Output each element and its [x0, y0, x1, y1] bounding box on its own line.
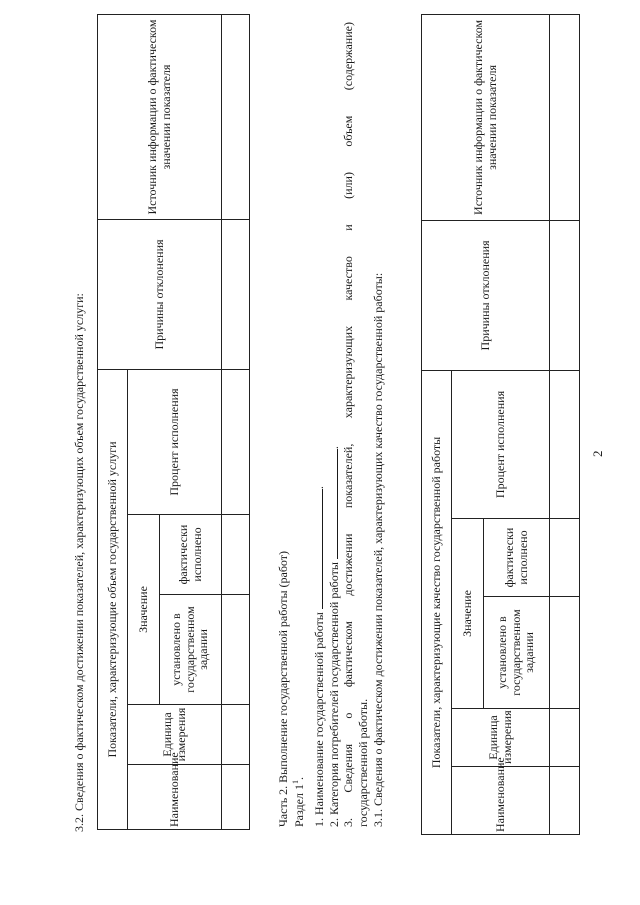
table2-cell — [550, 370, 580, 518]
item-3-word: (или) — [341, 172, 355, 199]
table1-group-header: Показатели, характеризующие объем государственной услуги — [98, 370, 128, 830]
table1-col-name: Наименование — [128, 765, 222, 830]
table1-cell — [222, 705, 250, 765]
table1-cell — [222, 15, 250, 220]
item-3-word: и — [341, 224, 355, 231]
table1-col-source: Источник информации о фактическом значении показателя — [98, 15, 222, 220]
table2-col-unit: Единица измерения — [452, 709, 550, 767]
item-2: 2. Категория потребителей государственной работы . — [327, 446, 341, 827]
table1-cell — [222, 220, 250, 370]
quality-indicators-table — [421, 14, 580, 835]
table1-cell — [222, 515, 250, 595]
table2-col-planned: установлено в государственном задании — [484, 597, 550, 709]
item-3-word: (содержание) — [341, 22, 355, 91]
page-number: 2 — [590, 450, 605, 457]
table2-cell — [550, 597, 580, 709]
table2-cell — [550, 709, 580, 767]
table2-col-reasons: Причины отклонения — [422, 220, 550, 370]
table1-cell — [222, 595, 250, 705]
section-label: Раздел $1^1$. — [291, 777, 306, 827]
table2-group-header: Показатели, характеризующие качество государственной работы — [422, 370, 452, 834]
item-3-word: 3. — [341, 818, 355, 827]
item-3-line-1 — [341, 22, 356, 827]
item-3-line-2: государственной работы. — [356, 698, 370, 827]
table1-col-percent: Процент исполнения — [128, 370, 222, 515]
table1-col-unit: Единица измерения — [128, 705, 222, 765]
table2-cell — [550, 519, 580, 597]
table1-col-reasons: Причины отклонения — [98, 220, 222, 370]
item-1: 1. Наименование государственной работы . — [312, 486, 326, 827]
item-3-word: о — [341, 712, 355, 719]
section-3-2-title: 3.2. Сведения о фактическом достижении показателей, характеризующих объем государственной услуги: — [72, 293, 86, 832]
table2-col-source: Источник информации о фактическом значении показателя — [422, 14, 550, 220]
table2-col-percent: Процент исполнения — [452, 370, 550, 518]
item-3-word: показателей, — [341, 443, 355, 509]
table1-cell — [222, 765, 250, 830]
item-3-word: достижении — [341, 533, 355, 596]
table2-cell — [550, 767, 580, 835]
table2-col-value: Значение — [452, 519, 484, 709]
table2-cell — [550, 220, 580, 370]
item-3-word: Сведения — [341, 744, 355, 793]
table2-cell — [550, 14, 580, 220]
part2-title: Часть 2. Выполнение государственной работы (работ) — [276, 550, 290, 827]
item-3-1: 3.1. Сведения о фактическом достижении показателей, характеризующих качество государственной работы: — [371, 272, 385, 827]
table1-cell — [222, 370, 250, 515]
item-3-word: объем — [341, 115, 355, 147]
item-3-word: качество — [341, 256, 355, 301]
table1-col-planned: установлено в государственном задании — [160, 595, 222, 705]
item-3-word: характеризующих — [341, 325, 355, 419]
volume-indicators-table — [97, 14, 250, 830]
table1-col-value: Значение — [128, 515, 160, 705]
table1-col-actual: фактически исполнено — [160, 515, 222, 595]
table2-col-name: Наименование — [452, 767, 550, 835]
item-3-word: фактическом — [341, 621, 355, 688]
table2-col-actual: фактически исполнено — [484, 519, 550, 597]
